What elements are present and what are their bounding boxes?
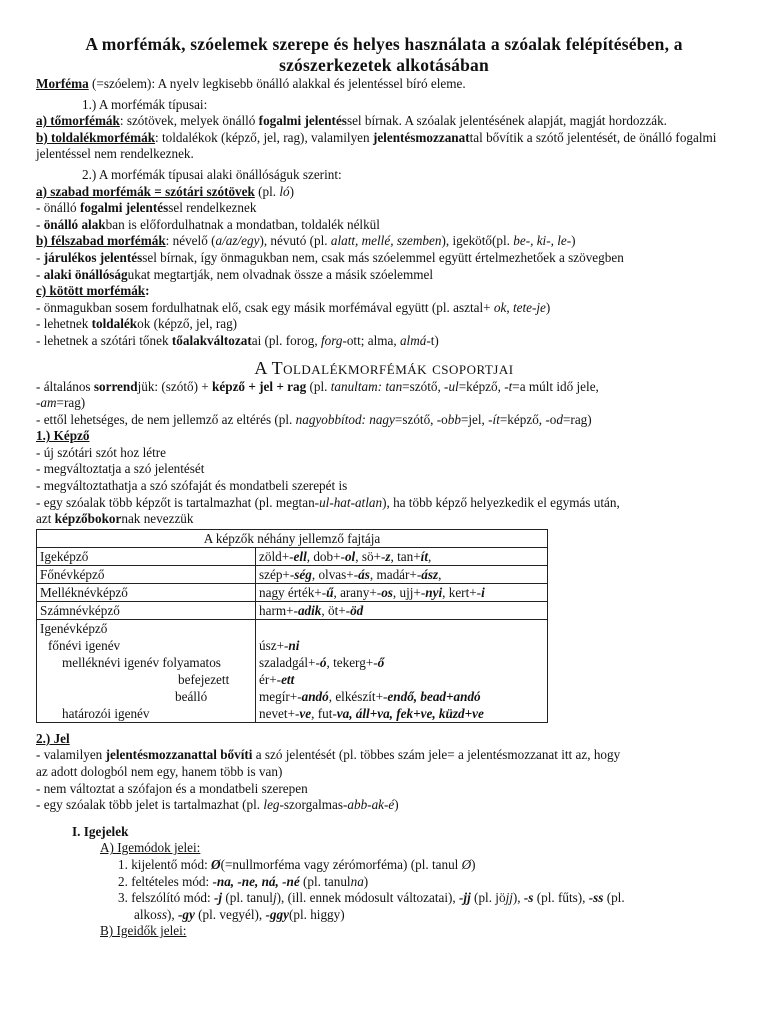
- list-item: - nem változtat a szófajon és a mondatbeli szerepen: [36, 780, 308, 796]
- list-item: - önálló alakban is előfordulhatnak a mondatban, toldalék nélkül: [36, 216, 380, 232]
- table-cell: Igenévképző főnévi igenév melléknévi igenév folyamatos befejezett beálló határozói igenév: [37, 619, 256, 722]
- table-row: [37, 619, 548, 722]
- table-cell: Számnévképző: [37, 601, 256, 619]
- list-item: - járulékos jelentéssel bírnak, így önmagukban nem, csak más szóelemmel együtt értelmezhetőek a szövegben: [36, 249, 624, 265]
- kepzo-table: [36, 529, 548, 723]
- toldalek-exception-line: - ettől lehetséges, de nem jellemző az eltérés (pl. nagyobbítod: nagy=szótő, -obb=jel, -ít=képző, -od=rag): [36, 411, 592, 427]
- toldalekmorfema-paragraph: b) toldalékmorfémák: toldalékok (képző, jel, rag), valamilyen jelentésmozzanattal bővítik a szótő jelentését, de önálló fogalmi jelentéssel nem rendelkeznek.: [36, 129, 717, 162]
- list-item: - lehetnek toldalékok (képző, jel, rag): [36, 316, 238, 332]
- list-item: - önmagukban sosem fordulhatnak elő, csak egy másik morfémával együtt (pl. asztal+ ok, tete-je): [36, 299, 551, 315]
- toldalek-order-line: - általános sorrendjük: (szótő) + képző + jel + rag (pl. tanultam: tan=szótő, -ul=képző, -t=a múlt idő jele, -am=rag): [36, 378, 599, 411]
- table-cell: nagy érték+-ű, arany+-os, ujj+-nyi, kert+-i: [256, 583, 548, 601]
- toldalek-section-heading: A Toldalékmorfémák csoportjai: [254, 357, 514, 378]
- page-title: A morfémák, szóelemek szerepe és helyes használata a szóalak felépítésében, a szószerkezetek alkotásában: [85, 34, 683, 75]
- table-cell: Igeképző: [37, 547, 256, 565]
- table-cell: Főnévképző: [37, 565, 256, 583]
- list-item: - új szótári szót hoz létre: [36, 444, 166, 460]
- table-caption: A képzők néhány jellemző fajtája: [37, 529, 548, 547]
- list-item: 2. feltételes mód: -na, -ne, ná, -né (pl. tanulna): [118, 873, 369, 889]
- table-row: [37, 601, 548, 619]
- table-row: [37, 547, 548, 565]
- list-item: - megváltoztatja a szó jelentését: [36, 461, 205, 477]
- igejelek-heading: I. Igejelek: [72, 823, 129, 839]
- table-caption-row: [37, 529, 548, 547]
- table-row: [37, 583, 548, 601]
- kepzo-heading: 1.) Képző: [36, 428, 90, 444]
- morfema-definition: Morféma (=szóelem): A nyelv legkisebb önálló alakkal és jelentéssel bíró eleme.: [36, 76, 466, 91]
- list-item: - valamilyen jelentésmozzanattal bővíti a szó jelentését (pl. többes szám jele= a jelentésmozzanat itt az, hogy az adott dologból nem egy, hanem több is van): [36, 747, 621, 780]
- table-cell: úsz+-ni szaladgál+-ó, tekerg+-ő ér+-ett megír+-andó, elkészít+-endő, bead+andó nevet+-ve, fut-va, áll+va, fek+ve, küzd+ve: [256, 619, 548, 722]
- igemodok-label: A) Igemódok jelei:: [100, 840, 201, 856]
- list-item: - lehetnek a szótári tőnek tőalakváltozatai (pl. forog, forg-ott; alma, almá-t): [36, 332, 439, 348]
- szabad-morfemak-label: a) szabad morfémák = szótári szótövek (pl. ló): [36, 183, 295, 199]
- table-cell: szép+-ség, olvas+-ás, madár+-ász,: [256, 565, 548, 583]
- table-row: [37, 565, 548, 583]
- jel-heading: 2.) Jel: [36, 730, 70, 746]
- list-item: - alaki önállóságukat megtartják, nem olvadnak össze a másik szóelemmel: [36, 266, 434, 282]
- igeidok-label: B) Igeidők jelei:: [100, 923, 187, 939]
- table-cell: zöld+-ell, dob+-ol, sö+-z, tan+ít,: [256, 547, 548, 565]
- list-item: - egy szóalak több képzőt is tartalmazhat (pl. megtan-ul-hat-atlan), ha több képző helyezkedik el egymás után, azt képzőbokornak nevezzük: [36, 494, 620, 527]
- table-cell: Melléknévképző: [37, 583, 256, 601]
- kotott-morfemak-label: c) kötött morfémák:: [36, 283, 150, 299]
- list-item: - önálló fogalmi jelentéssel rendelkeznek: [36, 200, 257, 216]
- list-item: 3. felszólító mód: -j (pl. tanulj), (ill. ennek módosult változatai), -jj (pl. jöjj), -s (pl. fűts), -ss (pl.: [118, 890, 625, 906]
- list-item-continuation: alkoss), -gy (pl. vegyél), -ggy(pl. higgy): [134, 906, 345, 922]
- list-item: 1. kijelentő mód: Ø(=nullmorféma vagy zérómorféma) (pl. tanul Ø): [118, 857, 476, 872]
- list-item: - megváltoztathatja a szó szófaját és mondatbeli szerepét is: [36, 478, 348, 494]
- list-item: - egy szóalak több jelet is tartalmazhat (pl. leg-szorgalmas-abb-ak-é): [36, 797, 399, 813]
- section-1-heading: 1.) A morfémák típusai:: [82, 96, 208, 112]
- section-2-heading: 2.) A morfémák típusai alaki önállóságuk szerint:: [82, 166, 342, 182]
- tomorfema-paragraph: a) tőmorfémák: szótövek, melyek önálló fogalmi jelentéssel bírnak. A szóalak jelentésének alapját, magját hordozzák.: [36, 113, 667, 129]
- table-cell: harm+-adik, öt+-öd: [256, 601, 548, 619]
- felszabad-morfemak-label: b) félszabad morfémák: névelő (a/az/egy), névutó (pl. alatt, mellé, szemben), igekötő(pl. be-, ki-, le-): [36, 233, 576, 249]
